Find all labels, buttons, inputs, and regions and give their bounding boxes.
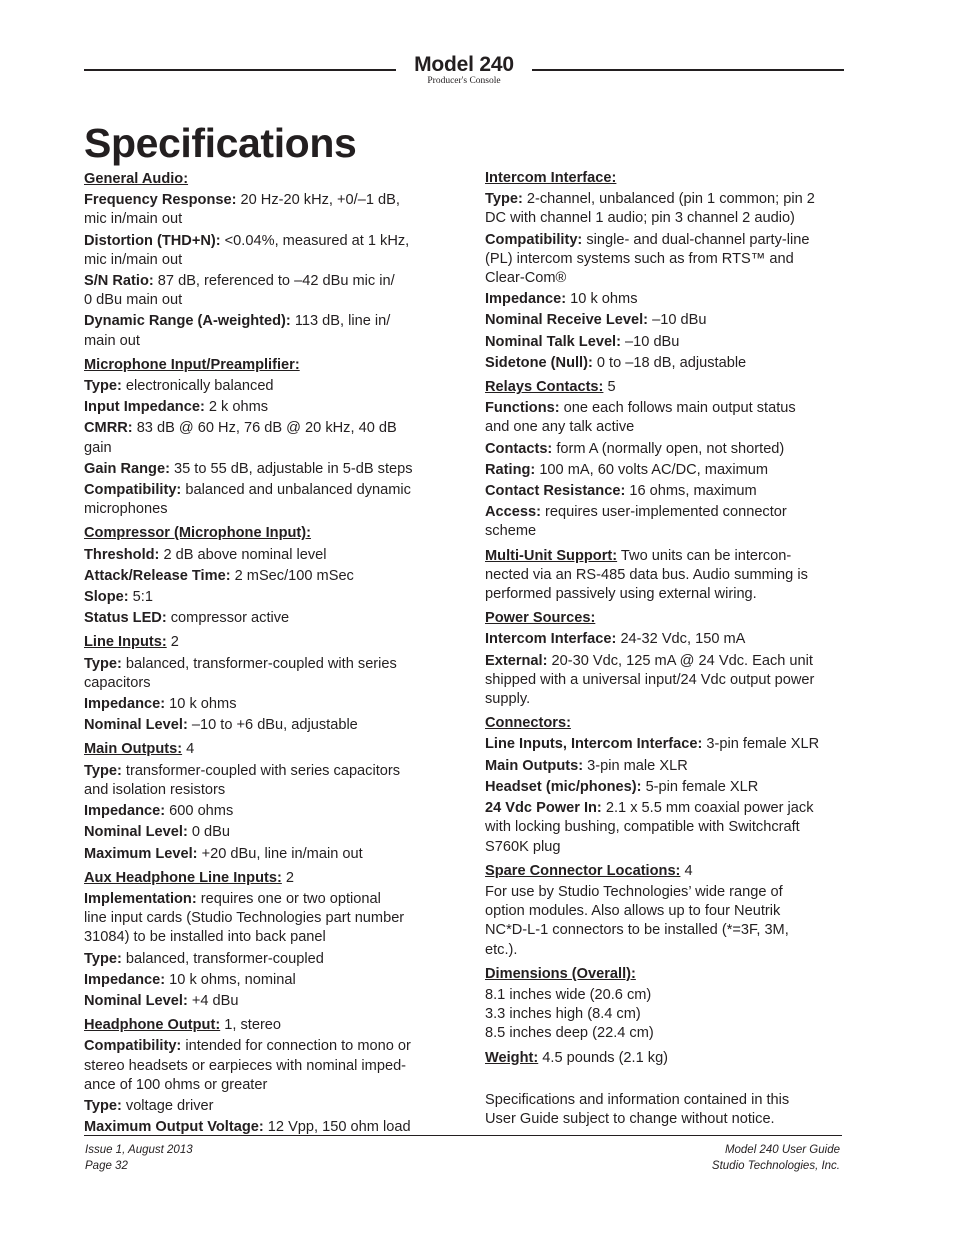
spec-label: Type: xyxy=(84,950,122,967)
right-column xyxy=(485,169,847,1129)
spec-value: compressor active xyxy=(166,610,290,627)
spec-line xyxy=(84,1097,444,1116)
spec-line xyxy=(485,735,847,754)
spec-section-dimensions-overall xyxy=(485,965,847,1044)
spec-label: Gain Range: xyxy=(84,460,170,477)
section-heading-line xyxy=(485,609,847,628)
section-heading-line xyxy=(485,862,847,881)
section-heading: Line Inputs: xyxy=(84,634,167,651)
spec-value-continuation: gain xyxy=(84,439,112,456)
section-heading-value: 5 xyxy=(603,379,616,396)
spec-value-continuation: DC with channel 1 audio; pin 3 channel 2 audio) xyxy=(485,210,795,227)
notice-line: User Guide subject to change without notice. xyxy=(485,1110,775,1127)
spec-value-continuation: stereo headsets or earpieces with nominal imped- xyxy=(84,1057,407,1074)
section-heading: Compressor (Microphone Input): xyxy=(84,525,312,542)
section-heading-line xyxy=(84,633,444,652)
spec-line xyxy=(84,823,444,842)
spec-line xyxy=(485,883,847,960)
section-heading-line xyxy=(84,740,444,759)
spec-value: 20-30 Vdc, 125 mA @ 24 Vdc. Each unit xyxy=(547,652,813,669)
section-heading-value: Two units can be intercon- xyxy=(617,547,792,564)
spec-value: 10 k ohms xyxy=(566,291,638,308)
spec-label: Impedance: xyxy=(84,971,166,988)
spec-value: 0 dBu xyxy=(187,824,231,841)
spec-line xyxy=(84,890,444,948)
spec-line xyxy=(84,232,444,270)
brand-title: Model 240 xyxy=(414,53,514,76)
spec-label: Impedance: xyxy=(84,803,166,820)
footer-page-number: Page 32 xyxy=(85,1160,128,1172)
spec-line xyxy=(485,311,847,330)
spec-line xyxy=(485,440,847,459)
spec-value: 3-pin male XLR xyxy=(583,757,688,774)
spec-value: 12 Vpp, 150 ohm load xyxy=(263,1119,411,1136)
notice-line: Specifications and information contained in this xyxy=(485,1091,790,1108)
spec-label: Compatibility: xyxy=(84,482,182,499)
section-heading-line xyxy=(485,965,847,984)
section-heading: Spare Connector Locations: xyxy=(485,862,681,879)
spec-value-continuation: line input cards (Studio Technologies part number xyxy=(84,910,405,927)
spec-value: –10 to +6 dBu, adjustable xyxy=(187,717,358,734)
footer-issue: Issue 1, August 2013 xyxy=(85,1144,193,1156)
spec-line xyxy=(485,333,847,352)
spec-value-continuation: option modules. Also allows up to four Neutrik xyxy=(485,903,781,920)
spec-label: Maximum Level: xyxy=(84,845,198,862)
spec-value-continuation: 31084) to be installed into back panel xyxy=(84,929,326,946)
spec-value-continuation: etc.). xyxy=(485,941,518,958)
footer-right xyxy=(712,1142,840,1174)
spec-line xyxy=(84,460,444,479)
spec-value: 2 k ohms xyxy=(204,399,269,416)
spec-value: 8.1 inches wide (20.6 cm) xyxy=(485,986,652,1003)
spec-line xyxy=(84,567,444,586)
spec-value: 24-32 Vdc, 150 mA xyxy=(616,631,746,648)
spec-line xyxy=(84,802,444,821)
section-heading-line xyxy=(84,356,444,375)
spec-label: Impedance: xyxy=(485,291,567,308)
section-heading-line xyxy=(485,1049,847,1068)
section-heading: Intercom Interface: xyxy=(485,170,617,186)
spec-label: Line Inputs, Intercom Interface: xyxy=(485,736,703,753)
spec-line xyxy=(485,461,847,480)
spec-section-microphone-input-preamplifier xyxy=(84,356,444,520)
footer-left xyxy=(85,1142,193,1174)
spec-value: intended for connection to mono or xyxy=(181,1038,411,1055)
spec-line xyxy=(84,1037,444,1095)
spec-value: electronically balanced xyxy=(121,378,274,395)
spec-value: –10 dBu xyxy=(620,333,680,350)
spec-value: 10 k ohms, nominal xyxy=(165,971,296,988)
section-heading-value: 1, stereo xyxy=(220,1017,282,1034)
spec-label: Intercom Interface: xyxy=(485,631,617,648)
spec-line xyxy=(485,652,847,710)
spec-line xyxy=(84,377,444,396)
spec-line xyxy=(84,716,444,735)
change-notice xyxy=(485,1091,847,1129)
spec-value: 100 mA, 60 volts AC/DC, maximum xyxy=(535,461,769,478)
spec-value: balanced, transformer-coupled with series xyxy=(121,655,397,672)
spec-value-continuation: main out xyxy=(84,332,140,349)
section-heading-line xyxy=(84,1016,444,1035)
spec-value-continuation: mic in/main out xyxy=(84,211,183,228)
spec-label: Type: xyxy=(84,762,122,779)
spec-section-connectors xyxy=(485,714,847,856)
header-rule-right xyxy=(532,69,844,71)
spec-value: balanced, transformer-coupled xyxy=(121,950,324,967)
section-heading-value: 4 xyxy=(680,862,693,879)
spec-line xyxy=(485,231,847,289)
section-heading: Multi-Unit Support: xyxy=(485,547,618,564)
spec-line xyxy=(485,799,847,857)
spec-section-intercom-interface xyxy=(485,169,847,373)
spec-section-spare-connector-locations xyxy=(485,862,847,960)
spec-line xyxy=(485,354,847,373)
spec-label: Contacts: xyxy=(485,440,553,457)
spec-label: 24 Vdc Power In: xyxy=(485,800,602,817)
section-heading: Main Outputs: xyxy=(84,741,183,758)
spec-value: 35 to 55 dB, adjustable in 5-dB steps xyxy=(169,460,413,477)
spec-value-continuation: mic in/main out xyxy=(84,251,183,268)
spec-label: Nominal Level: xyxy=(84,717,188,734)
spec-line xyxy=(84,419,444,457)
section-heading-continuation: nected via an RS-485 data bus. Audio summing is xyxy=(485,566,808,583)
spec-label: Rating: xyxy=(485,461,536,478)
spec-value: 3-pin female XLR xyxy=(702,736,820,753)
spec-value-continuation: Clear-Com® xyxy=(485,270,567,287)
spec-value: balanced and unbalanced dynamic xyxy=(181,482,411,499)
section-heading: General Audio: xyxy=(84,171,189,187)
spec-line xyxy=(84,481,444,519)
spec-value-continuation: microphones xyxy=(84,501,168,518)
spec-label: CMRR: xyxy=(84,420,133,437)
spec-value-continuation: and one any talk active xyxy=(485,419,635,436)
section-heading-line xyxy=(485,378,847,397)
spec-line xyxy=(84,191,444,229)
spec-label: Nominal Talk Level: xyxy=(485,333,621,350)
section-heading: Aux Headphone Line Inputs: xyxy=(84,869,282,886)
spec-line xyxy=(84,609,444,628)
section-heading: Headphone Output: xyxy=(84,1017,221,1034)
spec-value: 16 ohms, maximum xyxy=(625,483,757,500)
spec-value-continuation: 8.5 inches deep (22.4 cm) xyxy=(485,1025,654,1042)
spec-value: form A (normally open, not shorted) xyxy=(552,440,785,457)
spec-value-continuation: capacitors xyxy=(84,674,151,691)
spec-section-main-outputs xyxy=(84,740,444,863)
section-heading: Weight: xyxy=(485,1049,539,1066)
spec-value: 2 dB above nominal level xyxy=(159,546,327,563)
spec-line xyxy=(485,986,847,1044)
spec-label: Sidetone (Null): xyxy=(485,354,593,371)
spec-line xyxy=(485,503,847,541)
spec-section-weight xyxy=(485,1049,847,1068)
spec-value: 113 dB, line in/ xyxy=(290,313,391,330)
section-heading-line xyxy=(84,524,444,543)
spec-section-multi-unit-support xyxy=(485,547,847,605)
spec-value: 5-pin female XLR xyxy=(641,778,759,795)
section-heading: Power Sources: xyxy=(485,610,596,627)
spec-label: Nominal Level: xyxy=(84,992,188,1009)
spec-section-power-sources xyxy=(485,609,847,709)
spec-line xyxy=(84,546,444,565)
spec-value: <0.04%, measured at 1 kHz, xyxy=(220,232,410,249)
spec-label: S/N Ratio: xyxy=(84,273,154,290)
spec-line xyxy=(485,399,847,437)
footer-company: Studio Technologies, Inc. xyxy=(711,1160,840,1172)
spec-line xyxy=(84,398,444,417)
section-heading-line xyxy=(84,869,444,888)
spec-label: Impedance: xyxy=(84,696,166,713)
section-heading-line xyxy=(485,169,847,188)
spec-line xyxy=(84,971,444,990)
spec-value: For use by Studio Technologies’ wide range of xyxy=(485,883,783,900)
spec-value: 600 ohms xyxy=(165,803,234,820)
spec-label: Compatibility: xyxy=(485,231,583,248)
brand-logo xyxy=(404,54,524,86)
spec-value: 2.1 x 5.5 mm coaxial power jack xyxy=(601,800,814,817)
spec-value-continuation: ance of 100 ohms or greater xyxy=(84,1076,268,1093)
spec-line xyxy=(84,845,444,864)
spec-label: Main Outputs: xyxy=(485,757,584,774)
spec-section-general-audio xyxy=(84,170,444,351)
spec-value: +4 dBu xyxy=(187,992,239,1009)
spec-section-relays-contacts xyxy=(485,378,847,542)
left-column xyxy=(84,170,444,1137)
brand-subtitle: Producer's Console xyxy=(427,76,501,86)
spec-value: one each follows main output status xyxy=(559,400,796,417)
spec-line xyxy=(84,588,444,607)
spec-label: Type: xyxy=(84,378,122,395)
section-heading-value: 4.5 pounds (2.1 kg) xyxy=(538,1049,669,1066)
spec-value-continuation: with locking bushing, compatible with Switchcraft xyxy=(485,819,800,836)
spec-value-continuation: NC*D-L-1 connectors to be installed (*=3F, 3M, xyxy=(485,922,789,939)
spec-label: Functions: xyxy=(485,400,560,417)
spec-label: Input Impedance: xyxy=(84,399,205,416)
spec-label: Threshold: xyxy=(84,546,160,563)
section-heading: Microphone Input/Preamplifier: xyxy=(84,356,300,373)
spec-value: +20 dBu, line in/main out xyxy=(197,845,363,862)
spec-line xyxy=(485,757,847,776)
spec-label: Slope: xyxy=(84,589,129,606)
section-heading-value: 2 xyxy=(166,634,179,651)
spec-value: 2 mSec/100 mSec xyxy=(230,567,354,584)
page-title: Specifications xyxy=(84,120,357,166)
spec-value: 87 dB, referenced to –42 dBu mic in/ xyxy=(153,273,395,290)
spec-value-continuation: 0 dBu main out xyxy=(84,292,183,309)
spec-line xyxy=(84,762,444,800)
spec-value: 83 dB @ 60 Hz, 76 dB @ 20 kHz, 40 dB xyxy=(132,420,397,437)
spec-value-continuation: supply. xyxy=(485,691,531,708)
spec-label: Nominal Level: xyxy=(84,824,188,841)
spec-value-continuation: scheme xyxy=(485,523,537,540)
spec-label: Compatibility: xyxy=(84,1038,182,1055)
spec-value-continuation: and isolation resistors xyxy=(84,781,226,798)
spec-label: Dynamic Range (A-weighted): xyxy=(84,313,291,330)
spec-label: Attack/Release Time: xyxy=(84,567,231,584)
spec-value: 0 to –18 dB, adjustable xyxy=(592,354,747,371)
section-heading-value: 4 xyxy=(182,741,195,758)
spec-value: 20 Hz-20 kHz, +0/–1 dB, xyxy=(236,192,400,209)
spec-value: 2-channel, unbalanced (pin 1 common; pin 2 xyxy=(522,191,815,208)
spec-line xyxy=(84,655,444,693)
spec-label: Type: xyxy=(84,655,122,672)
right-column-sections xyxy=(485,169,847,1068)
spec-label: Nominal Receive Level: xyxy=(485,312,649,329)
spec-section-compressor-microphone-input xyxy=(84,524,444,628)
spec-label: Headset (mic/phones): xyxy=(485,778,642,795)
section-heading-line xyxy=(485,714,847,733)
spec-line xyxy=(84,695,444,714)
section-heading: Dimensions (Overall): xyxy=(485,965,636,982)
spec-label: Access: xyxy=(485,504,541,521)
section-heading-continuation: performed passively using external wiring. xyxy=(485,586,757,603)
spec-value: voltage driver xyxy=(121,1097,214,1114)
footer-guide-title: Model 240 User Guide xyxy=(724,1144,840,1156)
spec-label: Type: xyxy=(84,1097,122,1114)
spec-line xyxy=(84,272,444,310)
spec-value: –10 dBu xyxy=(648,312,707,329)
spec-line xyxy=(84,992,444,1011)
section-heading: Relays Contacts: xyxy=(485,379,604,396)
spec-label: Maximum Output Voltage: xyxy=(84,1119,264,1136)
spec-value: 5:1 xyxy=(128,589,153,606)
header-rule-left xyxy=(84,69,396,71)
footer-rule xyxy=(84,1135,842,1136)
spec-value: 10 k ohms xyxy=(165,696,237,713)
spec-line xyxy=(485,630,847,649)
section-heading-line xyxy=(485,547,847,605)
spec-section-headphone-output xyxy=(84,1016,444,1137)
spec-value-continuation: shipped with a universal input/24 Vdc output power xyxy=(485,671,815,688)
spec-value: transformer-coupled with series capacitors xyxy=(121,762,401,779)
spec-value: single- and dual-channel party-line xyxy=(582,231,810,248)
spec-line xyxy=(84,312,444,350)
spec-label: Distortion (THD+N): xyxy=(84,232,221,249)
spec-label: Implementation: xyxy=(84,890,197,907)
spec-section-line-inputs xyxy=(84,633,444,735)
spec-line xyxy=(485,482,847,501)
spec-line xyxy=(84,950,444,969)
spec-label: Status LED: xyxy=(84,610,167,627)
section-heading-value: 2 xyxy=(281,869,294,886)
section-heading: Connectors: xyxy=(485,715,571,732)
section-heading-line xyxy=(84,170,444,189)
spec-value: requires user-implemented connector xyxy=(540,504,787,521)
spec-section-aux-headphone-line-inputs xyxy=(84,869,444,1011)
spec-label: Contact Resistance: xyxy=(485,483,626,500)
spec-label: Type: xyxy=(485,191,523,208)
spec-value-continuation: 3.3 inches high (8.4 cm) xyxy=(485,1006,641,1023)
spec-label: External: xyxy=(485,652,548,669)
spec-value-continuation: S760K plug xyxy=(485,838,561,855)
spec-value-continuation: (PL) intercom systems such as from RTS™ and xyxy=(485,250,794,267)
spec-line xyxy=(485,290,847,309)
spec-value: requires one or two optional xyxy=(196,890,381,907)
spec-line xyxy=(485,778,847,797)
spec-label: Frequency Response: xyxy=(84,192,237,209)
spec-line xyxy=(485,190,847,228)
